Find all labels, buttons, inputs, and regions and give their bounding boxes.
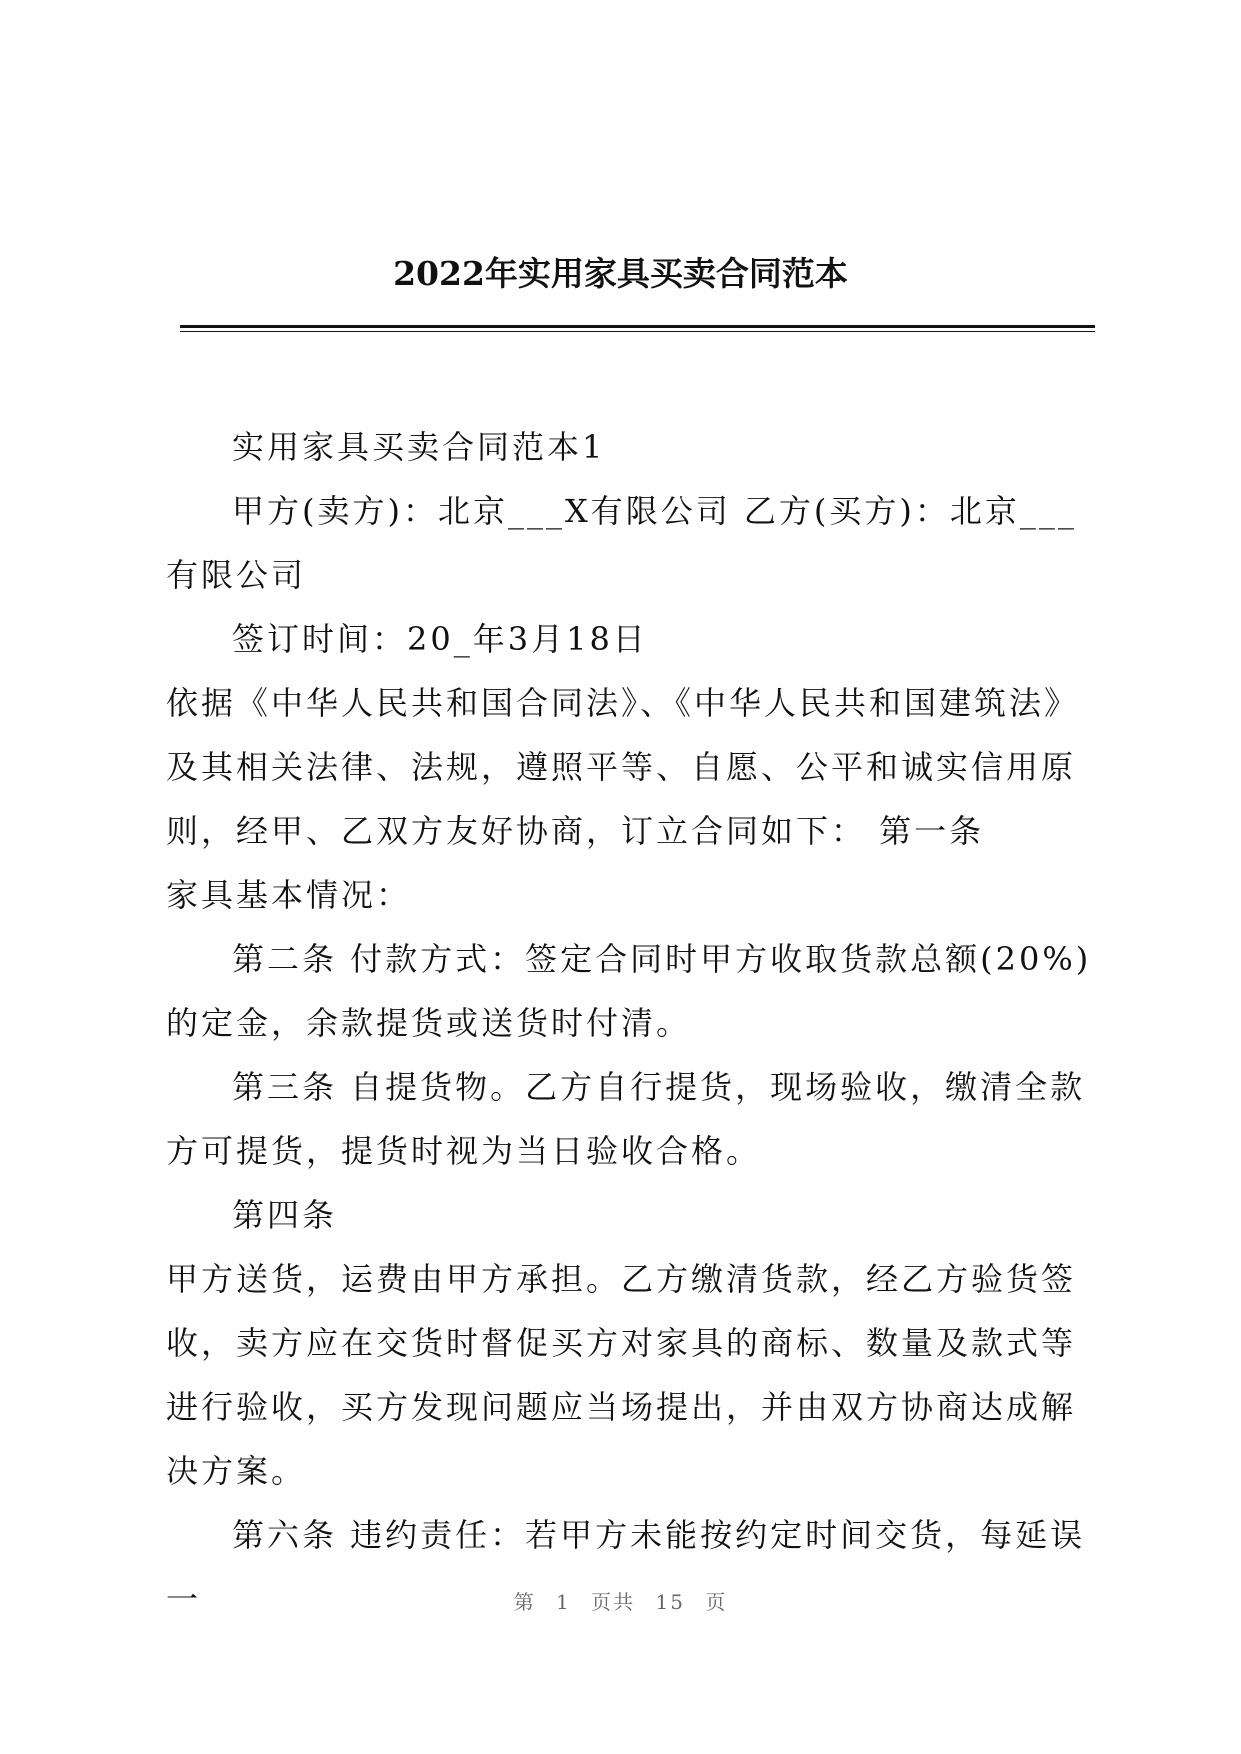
paragraph-preamble: 依据《中华人民共和国合同法》、《中华人民共和国建筑法》及其相关法律、法规，遵照平等、自愿、公平和诚实信用原则，经甲、乙双方友好协商，订立合同如下： 第一条 xyxy=(166,684,1080,850)
footer-total-pages: 15 xyxy=(655,1590,685,1614)
paragraph-parties: 甲方(卖方)：北京___X有限公司 乙方(买方)：北京___有限公司 xyxy=(166,492,1077,594)
document-title: 2022年实用家具买卖合同范本 xyxy=(393,254,848,293)
title-rule-thick xyxy=(180,325,1095,328)
page-footer xyxy=(0,1586,1241,1615)
paragraph-article-3: 第三条 自提货物。乙方自行提货，现场验收，缴清全款方可提货，提货时视为当日验收合格。 xyxy=(166,1068,1086,1170)
footer-middle: 页共 xyxy=(591,1590,636,1614)
paragraph-delivery: 甲方送货，运费由甲方承担。乙方缴清货款，经乙方验货签收，卖方应在交货时督促买方对家具的商标、数量及款式等进行验收，买方发现问题应当场提出，并由双方协商达成解决方案。 xyxy=(166,1260,1077,1490)
footer-prefix: 第 xyxy=(513,1590,536,1614)
paragraph-article-6: 第六条 违约责任：若甲方未能按约定时间交货，每延误一 xyxy=(166,1516,1086,1618)
paragraph-heading: 实用家具买卖合同范本1 xyxy=(232,428,606,466)
paragraph-furniture-info: 家具基本情况： xyxy=(166,876,412,914)
title-rule-thin xyxy=(180,331,1095,332)
paragraph-sign-date: 签订时间：20_年3月18日 xyxy=(232,620,648,658)
footer-current-page: 1 xyxy=(556,1590,571,1614)
paragraph-article-2: 第二条 付款方式：签定合同时甲方收取货款总额(20%)的定金，余款提货或送货时付清。 xyxy=(166,940,1092,1042)
paragraph-article-4: 第四条 xyxy=(232,1196,338,1234)
footer-suffix: 页 xyxy=(705,1590,728,1614)
document-body xyxy=(166,415,1096,1631)
